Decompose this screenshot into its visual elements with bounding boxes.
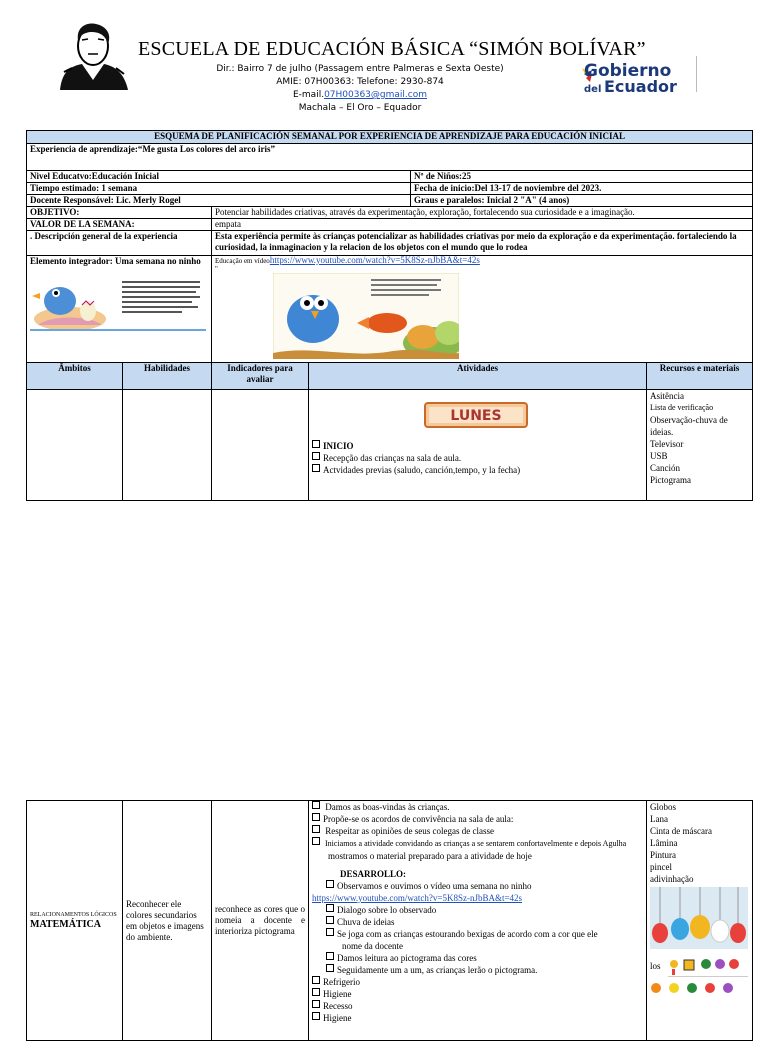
fecha-inicio: Fecha de inicio:Del 13-17 de noviembre del 2023. [411, 183, 753, 195]
gov-logo-del: del [584, 84, 602, 95]
planning-table-continued [26, 800, 753, 1041]
resource-item: USB [650, 451, 668, 461]
row1-activities [309, 390, 647, 501]
ambito-small: RELACIONAMENTOS LÓGICOS [30, 912, 117, 918]
row1-habilidad [123, 390, 212, 501]
plan-title: ESQUEMA DE PLANIFICACIÓN SEMANAL POR EXPERIENCIA DE APRENDIZAJE PARA EDUCACIÓN INICIAL [27, 131, 753, 144]
resource-item: Lista de verificação [650, 403, 714, 412]
resource-item: Cinta de máscara [650, 826, 712, 836]
color-pictogram [668, 954, 748, 980]
school-address: Dir.: Bairro 7 de julho (Passagem entre Palmeras e Sexta Oeste) [216, 64, 504, 74]
resource-item: Asitência [650, 391, 684, 401]
planning-table [26, 130, 753, 501]
school-portrait-logo [52, 20, 134, 94]
lunes-text: LUNES [450, 408, 502, 424]
pictogram-label: los [650, 961, 661, 971]
school-location: Machala – El Oro – Equador [298, 103, 422, 113]
header-atividades: Atividades [309, 363, 647, 390]
list-item: Damos leitura ao pictograma das cores [312, 952, 643, 964]
video-link-2[interactable]: https://www.youtube.com/watch?v=5K8Sz-nJbBA&t=42s [312, 893, 523, 903]
resource-item: Lana [650, 814, 668, 824]
video-quote: " [215, 265, 218, 273]
list-item: Refrigerio [312, 976, 643, 988]
list-item: Actvidades previas (saludo, canción,tempo, y la fecha) [312, 464, 643, 476]
list-item-cont: nome da docente [342, 941, 403, 951]
row2-activity-list [312, 801, 643, 1024]
lunes-banner [424, 402, 528, 428]
row2-resources [647, 801, 753, 1041]
docente: Docente Responsável: Lic. Merly Rogel [27, 195, 411, 207]
school-name: ESCUELA DE EDUCACIÓN BÁSICA “SIMÓN BOLÍVAR” [138, 38, 646, 60]
resource-item: adivinhação [650, 874, 694, 884]
resource-item: Pintura [650, 850, 676, 860]
list-item: Dialogo sobre lo observado [312, 904, 643, 916]
row1-indicador [212, 390, 309, 501]
inicio-heading: INICIO [312, 440, 643, 452]
fruit-pictogram [650, 982, 748, 994]
school-email-line [180, 90, 540, 100]
row2-habilidad: Reconhecer ele colores secundarios em objetos e imagens do ambiente. [123, 801, 212, 1041]
valor-label: VALOR DE LA SEMANA: [27, 219, 212, 231]
resource-item: Globos [650, 802, 677, 812]
list-item: Damos as boas-vindas às crianças. [312, 801, 643, 813]
list-item: Respeitar as opiniões de seus colegas de classe [312, 825, 643, 837]
resource-item: pincel [650, 862, 672, 872]
resource-item: Observação-chuva de ideias. [650, 415, 728, 437]
bird-nest-book-image [30, 271, 206, 333]
list-item: Observamos e ouvimos o vídeo uma semana no ninho [312, 880, 643, 892]
grados-paralelos: Graus e paralelos: Inicial 2 "A" (4 anos) [411, 195, 753, 207]
header-recursos: Recursos e materiais [647, 363, 753, 390]
list-item: Se joga com as crianças estourando bexigas de acordo com a cor que ele [312, 928, 643, 940]
pictogram-strip [650, 952, 749, 982]
row1-resources [647, 390, 753, 501]
header-indicadores: Indicadores para avaliar [212, 363, 309, 390]
gov-logo-line1: Gobierno [584, 61, 672, 81]
video-label: Educação em vídeo [215, 257, 270, 265]
nivel-educativo: Nivel Educatvo:Educación Inicial [27, 171, 411, 183]
list-item: Iniciamos a atividade convidando as crianças a se sentarem confortavelmente e depois Agulha [312, 837, 643, 850]
bird-video-thumbnail [273, 273, 459, 359]
row1-ambito [27, 390, 123, 501]
list-item-cont: mostramos o material preparado para a atividade de hoje [328, 851, 532, 861]
balloons-image [650, 887, 748, 949]
video-link[interactable]: https://www.youtube.com/watch?v=5K8Sz-nJbBA&t=42s [269, 255, 480, 265]
descripcion-label: . Descripción general de la experiencia [27, 231, 212, 256]
list-item: Higiene [312, 1012, 643, 1024]
resource-item: Canción [650, 463, 680, 473]
tiempo-estimado: Tiempo estimado: 1 semana [27, 183, 411, 195]
video-cell [212, 256, 753, 363]
descripcion-text: Esta experiência permite às crianças potencializar as habilidades criativas por meio da exploração e da experimentação. fortaleciendo la curiosidad, la inmaginacion y la relacion de los objetos con el mundo que lo rodea [212, 231, 753, 256]
list-item: Chuva de ideias [312, 916, 643, 928]
gobierno-ecuador-logo [580, 54, 700, 96]
ambito-big: MATEMÁTICA [30, 919, 101, 930]
row2-activities [309, 801, 647, 1041]
header-habilidades: Habilidades [123, 363, 212, 390]
objetivo-text: Potenciar habilidades criativas, através da experimentação, exploração, fortalecendo sua curiosidade e a imaginação. [212, 207, 753, 219]
numero-ninos: Nº de Niños:25 [411, 171, 753, 183]
gov-logo-line2: Ecuador [604, 77, 677, 96]
email-label: E-mail. [292, 90, 325, 100]
list-item: Recesso [312, 1000, 643, 1012]
desarrollo-heading: DESARROLLO: [340, 869, 407, 879]
list-item: Seguidamente um a um, as crianças lerão o pictograma. [312, 964, 643, 976]
valor-text: empata [212, 219, 753, 231]
elemento-label: Elemento integrador: Uma semana no ninho [30, 256, 201, 266]
row2-ambito [27, 801, 123, 1041]
resource-item: Pictograma [650, 475, 691, 485]
objetivo-label: OBJETIVO: [27, 207, 212, 219]
header-ambitos: Âmbitos [27, 363, 123, 390]
list-item: Recepção das crianças na sala de aula. [312, 452, 643, 464]
list-item: Higiene [312, 988, 643, 1000]
row1-activity-list [312, 440, 643, 476]
list-item: Propõe-se os acordos de convivência na sala de aula: [312, 813, 643, 825]
resource-item: Lâmina [650, 838, 678, 848]
email-link[interactable]: 07H00363@gmail.com [324, 90, 427, 100]
elemento-integrador [27, 256, 212, 363]
resource-item: Televisor [650, 439, 684, 449]
experience-title: Experiencia de aprendizaje:“Me gusta Los colores del arco iris” [27, 144, 753, 171]
row2-indicador: reconhece as cores que o nomeia a docente e interioriza pictograma [212, 801, 309, 1041]
school-amie-phone: AMIE: 07H00363: Telefone: 2930-874 [276, 77, 444, 87]
